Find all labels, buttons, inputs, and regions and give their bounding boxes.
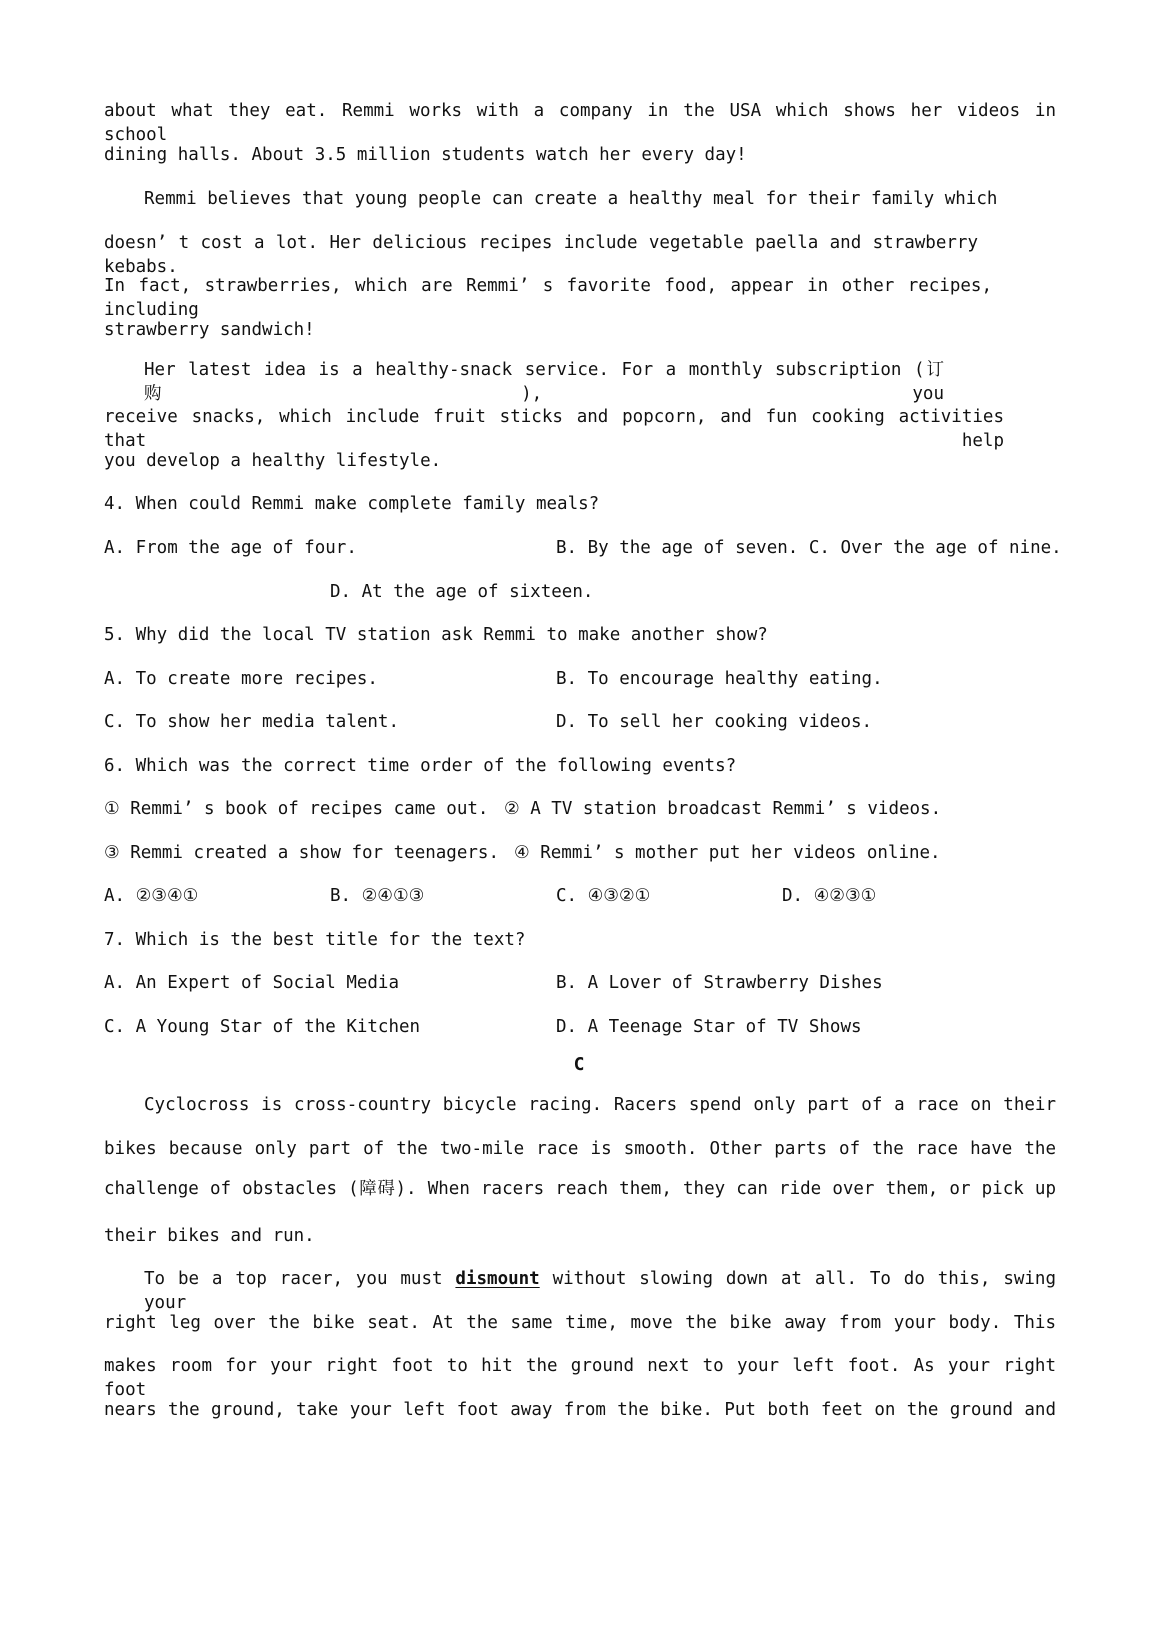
q6-option-a: A. ②③④① <box>104 886 199 906</box>
q5-stem: 5. Why did the local TV station ask Remmi to make another show? <box>104 625 768 645</box>
q6-event-4: ④ Remmi’ s mother put her videos online. <box>514 843 941 863</box>
passage-c-p1-line-3: challenge of obstacles (障碍). When racers reach them, they can ride over them, or pick up <box>104 1179 1056 1199</box>
q4-option-a: A. From the age of four. <box>104 538 357 558</box>
q4-option-d: D. At the age of sixteen. <box>330 582 594 602</box>
passage-b-p3-line-2: receive snacks, which include fruit sticks and popcorn, and fun cooking activities that help <box>104 407 1004 451</box>
q4-stem: 4. When could Remmi make complete family meals? <box>104 494 600 514</box>
q6-event-2: ② A TV station broadcast Remmi’ s videos. <box>504 799 942 819</box>
passage-b-p2-line-4: strawberry sandwich! <box>104 320 315 340</box>
q6-event-1: ① Remmi’ s book of recipes came out. <box>104 799 489 819</box>
q5-option-d: D. To sell her cooking videos. <box>556 712 873 732</box>
underlined-word-dismount: dismount <box>455 1269 540 1289</box>
q6-stem: 6. Which was the correct time order of the following events? <box>104 756 737 776</box>
q7-option-c: C. A Young Star of the Kitchen <box>104 1017 421 1037</box>
line-text-after: without slowing down at all. To do this, swing your <box>144 1269 1056 1313</box>
passage-b-p3-line-1: Her latest idea is a healthy-snack service. For a monthly subscription (订购), you <box>144 360 944 404</box>
passage-c-p1-line-2: bikes because only part of the two-mile race is smooth. Other parts of the race have the <box>104 1139 1056 1159</box>
q7-stem: 7. Which is the best title for the text? <box>104 930 526 950</box>
q6-event-3: ③ Remmi created a show for teenagers. <box>104 843 499 863</box>
passage-c-p2-line-2: right leg over the bike seat. At the same time, move the bike away from your body. This <box>104 1313 1056 1333</box>
passage-c-p1-line-4: their bikes and run. <box>104 1226 315 1246</box>
q6-option-c: C. ④③②① <box>556 886 651 906</box>
line-text-before: To be a top racer, you must <box>144 1269 443 1289</box>
passage-b-p2-line-1: Remmi believes that young people can create a healthy meal for their family which <box>144 189 998 209</box>
passage-b-line-1: about what they eat. Remmi works with a company in the USA which shows her videos in school <box>104 101 1056 145</box>
section-heading-c: C <box>573 1054 585 1075</box>
passage-b-p2-line-2: doesn’ t cost a lot. Her delicious recipes include vegetable paella and strawberry kebabs. <box>104 233 978 277</box>
passage-b-p3-line-3: you develop a healthy lifestyle. <box>104 451 442 471</box>
q5-option-b: B. To encourage healthy eating. <box>556 669 883 689</box>
passage-c-p2-line-3: makes room for your right foot to hit the ground next to your left foot. As your right foot <box>104 1356 1056 1400</box>
q7-option-d: D. A Teenage Star of TV Shows <box>556 1017 862 1037</box>
passage-c-p2-line-4: nears the ground, take your left foot away from the bike. Put both feet on the ground and <box>104 1400 1056 1420</box>
passage-b-p2-line-3: In fact, strawberries, which are Remmi’ s favorite food, appear in other recipes, including <box>104 276 992 320</box>
q7-option-a: A. An Expert of Social Media <box>104 973 400 993</box>
q5-option-c: C. To show her media talent. <box>104 712 400 732</box>
passage-c-p1-line-1: Cyclocross is cross-country bicycle racing. Racers spend only part of a race on their <box>144 1095 1056 1115</box>
q7-option-b: B. A Lover of Strawberry Dishes <box>556 973 883 993</box>
q6-option-b: B. ②④①③ <box>330 886 425 906</box>
q6-option-d: D. ④②③① <box>782 886 877 906</box>
q5-option-a: A. To create more recipes. <box>104 669 378 689</box>
passage-c-p2-line-1 <box>144 1267 1056 1315</box>
q4-option-bc: B. By the age of seven. C. Over the age of nine. <box>556 538 1062 558</box>
passage-b-line-2: dining halls. About 3.5 million students watch her every day! <box>104 145 747 165</box>
